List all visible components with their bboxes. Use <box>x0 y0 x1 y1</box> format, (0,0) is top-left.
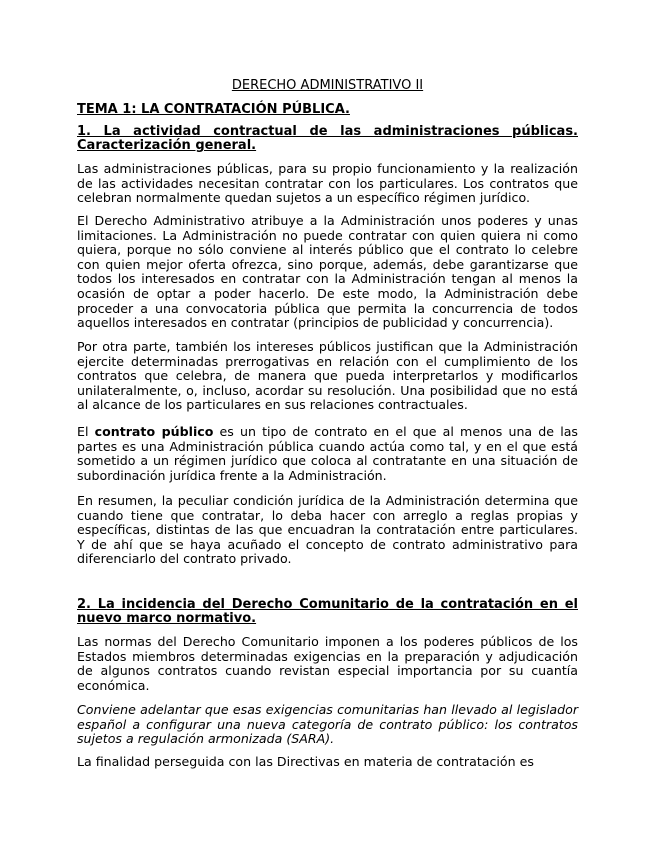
section-2-paragraph-2: Conviene adelantar que esas exigencias comunitarias han llevado al legislador español a configurar una nueva categoría de contrato público: los contratos sujetos a regulación armonizada (SARA). <box>77 702 578 747</box>
section-2-heading: 2. La incidencia del Derecho Comunitario de la contratación en el nuevo marco normativo. <box>77 597 578 627</box>
section-2-paragraph-3: La finalidad perseguida con las Directivas en materia de contratación es <box>77 754 534 769</box>
section-1-paragraph-4 <box>77 425 578 483</box>
section-1-paragraph-5: En resumen, la peculiar condición jurídica de la Administración determina que cuando tiene que contratar, lo deba hacer con arreglo a reglas propias y específicas, distintas de las que encuadran la contratación entre particulares. Y de ahí que se haya acuñado el concepto de contrato administrativo para diferenciarlo del contrato privado. <box>77 493 578 567</box>
paragraph-4-lead: El <box>77 424 95 439</box>
paragraph-4-rest: es un tipo de contrato en el que al menos una de las partes es una Administración pública cuando actúa como tal, y en el que está sometido a un régimen jurídico que coloca al contratante en una situación de subordinación jurídica frente a la Administración. <box>77 424 578 483</box>
section-1-heading: 1. La actividad contractual de las administraciones públicas. Caracterización general. <box>77 124 578 154</box>
course-title: DERECHO ADMINISTRATIVO II <box>231 78 424 93</box>
section-1-paragraph-3: Por otra parte, también los intereses públicos justifican que la Administración ejercite determinadas prerrogativas en relación con el cumplimiento de los contratos que celebra, de manera que pueda interpretarlos y modificarlos unilateralmente, o, incluso, acordar su resolución. Una posibilidad que no está al alcance de los particulares en sus relaciones contractuales. <box>77 339 578 413</box>
section-1-paragraph-1: Las administraciones públicas, para su propio funcionamiento y la realización de las actividades necesitan contratar con los particulares. Los contratos que celebran normalmente quedan sujetos a un específico régimen jurídico. <box>77 161 578 206</box>
section-2-paragraph-1: Las normas del Derecho Comunitario imponen a los poderes públicos de los Estados miembros determinadas exigencias en la preparación y adjudicación de algunos contratos cuando revistan especial importancia por su cuantía económica. <box>77 634 578 693</box>
section-1-paragraph-2: El Derecho Administrativo atribuye a la Administración unos poderes y unas limitaciones. La Administración no puede contratar con quien quiera ni como quiera, porque no sólo conviene al interés público que el contrato lo celebre con quien mejor oferta ofrezca, sino porque, además, debe garantizarse que todos los interesados en contratar con la Administración tengan al menos la ocasión de optar a poder hacerlo. De este modo, la Administración debe proceder a una convocatoria pública que permita la concurrencia de todos aquellos interesados en contratar (principios de publicidad y concurrencia). <box>77 213 578 331</box>
topic-title: TEMA 1: LA CONTRATACIÓN PÚBLICA. <box>77 102 350 117</box>
contrato-publico-term: contrato público <box>94 424 214 439</box>
